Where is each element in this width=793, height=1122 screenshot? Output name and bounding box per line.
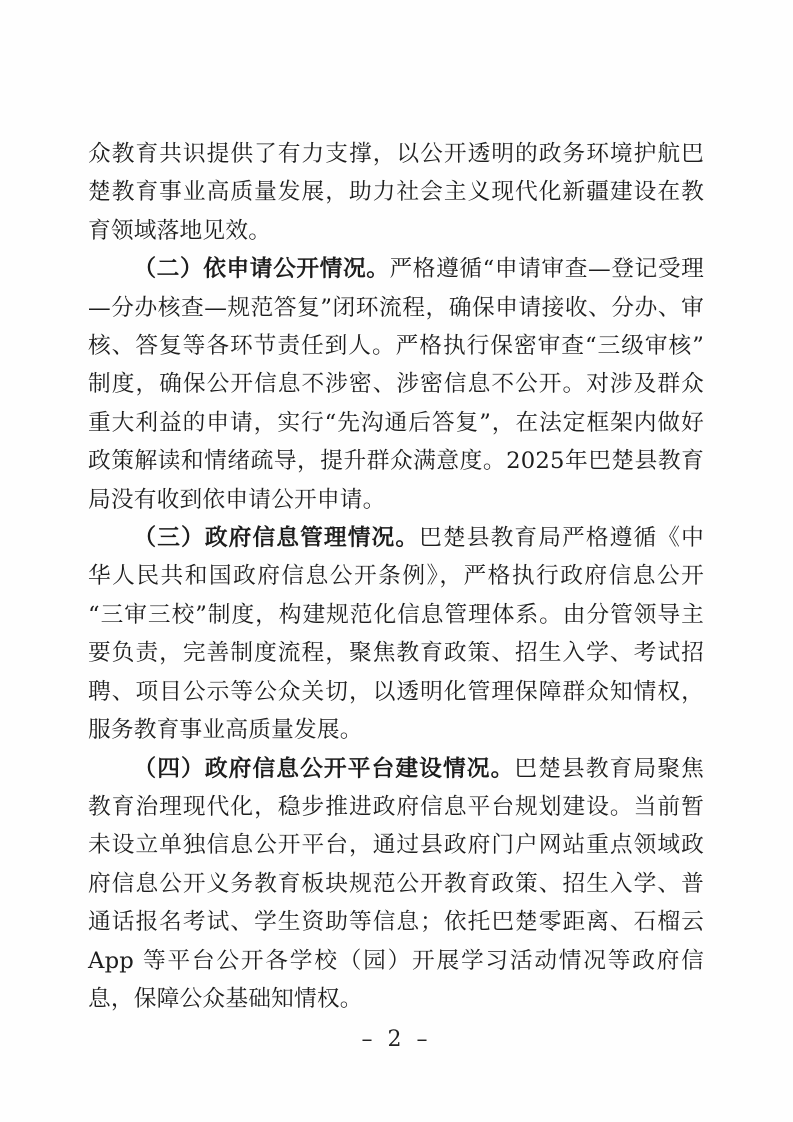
section-heading-2: （二）依申请公开情况。 (133, 256, 390, 283)
paragraph-text: 巴楚县教育局严格遵循《中华人民共和国政府信息公开条例》，严格执行政府信息公开“三审三校”制度，构建规范化信息管理体系。由分管领导主要负责，完善制度流程，聚焦教育政策、招生入学、考试招聘、项目公示等公众关切，以透明化管理保障群众知情权，服务教育事业高质量发展。 (88, 525, 704, 744)
section-heading-3: （三）政府信息管理情况。 (133, 525, 420, 552)
paragraph-text: 巴楚县教育局聚焦教育治理现代化，稳步推进政府信息平台规划建设。当前暂未设立单独信息公开平台，通过县政府门户网站重点领域政府信息公开义务教育板块规范公开教育政策、招生入学、普通话报名考试、学生资助等信息；依托巴楚零距离、石榴云 App 等平台公开各学校（园）开展学习活动情况等政府信息，保障公众基础知情权。 (88, 755, 704, 1012)
paragraph-text: 众教育共识提供了有力支撑，以公开透明的政务环境护航巴楚教育事业高质量发展，助力社会主义现代化新疆建设在教育领域落地见效。 (88, 141, 704, 244)
paragraph-continuation (88, 135, 704, 250)
section-heading-4: （四）政府信息公开平台建设情况。 (133, 755, 515, 782)
paragraph-section-2 (88, 250, 704, 519)
page-number: – 2 – (361, 1027, 432, 1052)
paragraph-section-4 (88, 750, 704, 1019)
page-footer (0, 1026, 793, 1054)
document-body (88, 135, 704, 1018)
paragraph-section-3 (88, 519, 704, 749)
paragraph-text: 严格遵循“申请审查—登记受理—分办核查—规范答复”闭环流程，确保申请接收、分办、审核、答复等各环节责任到人。严格执行保密审查“三级审核”制度，确保公开信息不涉密、涉密信息不公开。对涉及群众重大利益的申请，实行“先沟通后答复”，在法定框架内做好政策解读和情绪疏导，提升群众满意度。2025年巴楚县教育局没有收到依申请公开申请。 (88, 256, 704, 513)
